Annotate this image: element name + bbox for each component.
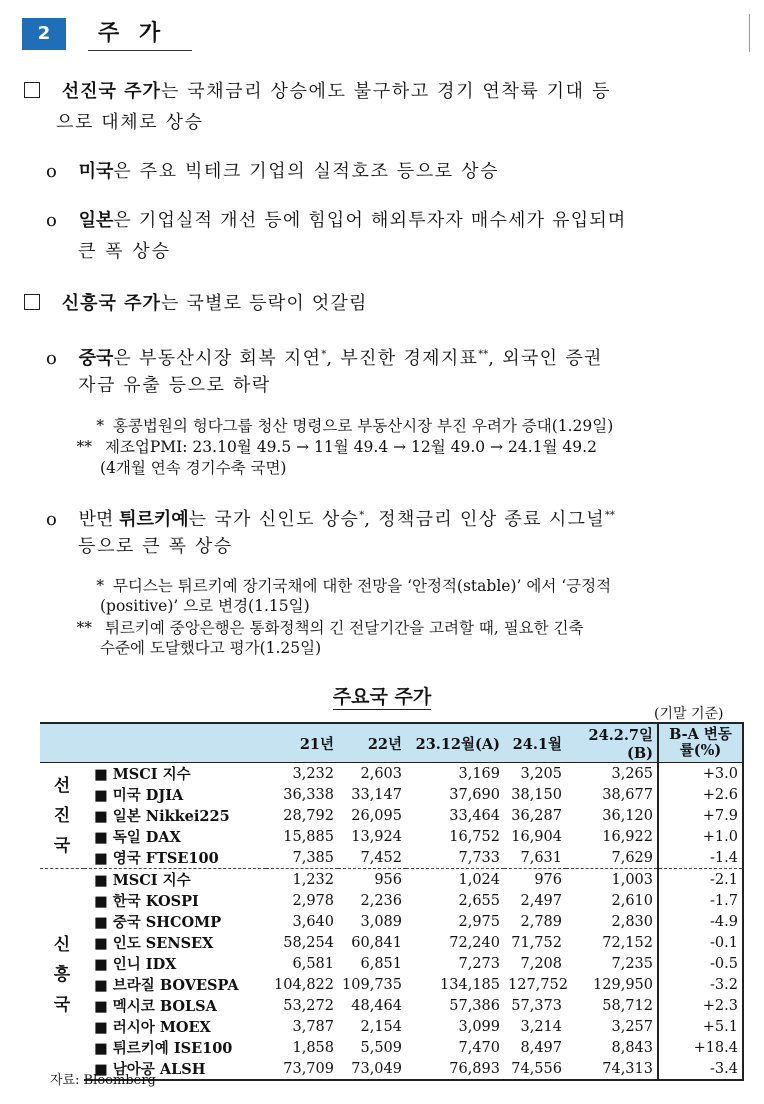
index-value: 3,232 xyxy=(292,765,334,782)
bullet-china-line2: 자금 유출 등으로 하락 xyxy=(78,375,271,396)
index-name: ■ 인니 IDX xyxy=(94,956,177,973)
index-value: 15,885 xyxy=(283,828,334,845)
table-row xyxy=(40,911,743,932)
index-value: 58,712 xyxy=(602,997,653,1014)
index-value: 976 xyxy=(504,869,566,891)
index-value: 37,690 xyxy=(449,786,500,803)
index-name: ■ 브라질 BOVESPA xyxy=(94,977,239,994)
footnote-china-1: * 홍콩법원의 헝다그룹 청산 명령으로 부동산시장 부진 우려가 증대(1.29일) xyxy=(96,417,614,435)
index-name: ■ 일본 Nikkei225 xyxy=(94,808,230,825)
col-header-change: B-A 변동률(%) xyxy=(658,723,743,763)
stock-index-table xyxy=(40,722,744,1081)
table-row xyxy=(40,995,743,1016)
index-name: ■ 튀르키예 ISE100 xyxy=(94,1040,233,1057)
index-value: 109,735 xyxy=(342,976,402,993)
index-value: 3,214 xyxy=(520,1018,562,1035)
index-name: ■ 남아공 ALSH xyxy=(84,1058,266,1080)
change-value: -0.1 xyxy=(658,932,743,953)
index-value: 3,265 xyxy=(611,765,653,782)
index-value: 127,752 xyxy=(508,976,568,993)
table-row xyxy=(40,784,743,805)
index-value: 74,556 xyxy=(504,1058,566,1080)
section-header xyxy=(22,14,172,54)
index-value: 3,099 xyxy=(458,1018,500,1035)
col-header: 24.2.7일(B) xyxy=(566,723,658,763)
table-row xyxy=(40,869,743,891)
index-value: 72,240 xyxy=(449,934,500,951)
index-name: ■ 한국 KOSPI xyxy=(94,893,199,910)
index-value: 7,629 xyxy=(611,849,653,866)
change-value: -1.7 xyxy=(658,890,743,911)
change-value: -4.9 xyxy=(658,911,743,932)
table-row xyxy=(40,890,743,911)
index-value: 129,950 xyxy=(593,976,653,993)
change-value: +18.4 xyxy=(658,1037,743,1058)
index-name: ■ 러시아 MOEX xyxy=(94,1019,211,1036)
index-name: ■ MSCI 지수 xyxy=(84,869,266,891)
index-value: 7,385 xyxy=(292,849,334,866)
index-name: ■ 멕시코 BOLSA xyxy=(94,998,217,1015)
index-value: 7,208 xyxy=(520,955,562,972)
checkbox-bullet-icon xyxy=(24,82,40,98)
index-value: 71,752 xyxy=(511,934,562,951)
index-value: 104,822 xyxy=(274,976,334,993)
bullet-china: o 중국은 부동산시장 회복 지연*, 부진한 경제지표**, 외국인 증권 xyxy=(46,348,603,369)
index-name: ■ MSCI 지수 xyxy=(94,766,191,783)
index-value: 7,733 xyxy=(458,849,500,866)
index-value: 38,150 xyxy=(511,786,562,803)
index-value: 2,975 xyxy=(458,913,500,930)
index-value: 2,497 xyxy=(520,892,562,909)
group-advanced-label: 선 진 국 xyxy=(53,775,71,856)
index-name: ■ 중국 SHCOMP xyxy=(94,914,222,931)
table-row xyxy=(40,932,743,953)
footnote-turkey-1: * 무디스는 튀르키예 장기국채에 대한 전망을 ‘안정적(stable)’ 에서 ‘긍정적 xyxy=(96,577,612,595)
footnote-china-2: ** 제조업PMI: 23.10월 49.5 → 11월 49.4 → 12월 49.0 → 24.1월 49.2 xyxy=(76,438,597,456)
index-value: 3,169 xyxy=(458,765,500,782)
footnote-china-2-line2: (4개월 연속 경기수축 국면) xyxy=(100,459,287,477)
table-row xyxy=(40,847,743,869)
table-row xyxy=(40,953,743,974)
index-value: 38,677 xyxy=(602,786,653,803)
index-value: 2,655 xyxy=(458,892,500,909)
index-value: 7,470 xyxy=(458,1039,500,1056)
footnote-turkey-1-line2: (positive)’ 으로 변경(1.15일) xyxy=(100,597,310,615)
table-unit: (기말 기준) xyxy=(654,706,724,722)
change-value: +5.1 xyxy=(658,1016,743,1037)
index-value: 3,205 xyxy=(520,765,562,782)
paragraph-advanced: 선진국 주가는 국채금리 상승에도 불구하고 경기 연착륙 기대 등 xyxy=(24,80,611,104)
index-value: 2,789 xyxy=(520,913,562,930)
checkbox-bullet-icon xyxy=(24,294,40,310)
change-value: -1.4 xyxy=(658,847,743,869)
index-value: 3,257 xyxy=(611,1018,653,1035)
index-value: 48,464 xyxy=(351,997,402,1014)
index-value: 73,049 xyxy=(338,1058,406,1080)
index-value: 36,338 xyxy=(283,786,334,803)
index-value: 3,089 xyxy=(360,913,402,930)
paragraph-advanced-line2: 으로 대체로 상승 xyxy=(56,112,204,133)
index-value: 33,464 xyxy=(449,807,500,824)
index-value: 60,841 xyxy=(351,934,402,951)
table-row xyxy=(40,974,743,995)
bullet-japan: o 일본은 기업실적 개선 등에 힘입어 해외투자자 매수세가 유입되며 xyxy=(46,210,627,231)
index-value: 53,272 xyxy=(283,997,334,1014)
index-value: 57,373 xyxy=(511,997,562,1014)
index-value: 7,452 xyxy=(360,849,402,866)
index-value: 1,232 xyxy=(266,869,338,891)
index-name: ■ 영국 FTSE100 xyxy=(94,850,219,867)
paragraph-emerging: 신흥국 주가는 국별로 등락이 엇갈림 xyxy=(24,292,368,316)
table-row xyxy=(40,805,743,826)
index-value: 16,904 xyxy=(511,828,562,845)
table-row xyxy=(40,1037,743,1058)
index-value: 134,185 xyxy=(440,976,500,993)
circle-bullet-icon: o xyxy=(46,161,57,182)
index-value: 73,709 xyxy=(266,1058,338,1080)
footnote-turkey-2-line2: 수준에 도달했다고 평가(1.25일) xyxy=(100,639,322,657)
index-value: 72,152 xyxy=(602,934,653,951)
index-name: ■ 미국 DJIA xyxy=(94,787,184,804)
index-value: 2,610 xyxy=(611,892,653,909)
index-value: 3,640 xyxy=(292,913,334,930)
source-note: 자료: Bloomberg xyxy=(50,1073,156,1088)
index-value: 76,893 xyxy=(406,1058,504,1080)
bullet-japan-line2: 큰 폭 상승 xyxy=(78,241,171,262)
change-value: -0.5 xyxy=(658,953,743,974)
index-value: 2,154 xyxy=(360,1018,402,1035)
index-value: 3,787 xyxy=(292,1018,334,1035)
index-value: 6,581 xyxy=(292,955,334,972)
index-value: 7,273 xyxy=(458,955,500,972)
index-value: 16,752 xyxy=(449,828,500,845)
index-value: 7,235 xyxy=(611,955,653,972)
col-header: 23.12월(A) xyxy=(406,723,504,763)
header-divider xyxy=(749,14,750,52)
table-row xyxy=(40,826,743,847)
index-value: 2,978 xyxy=(292,892,334,909)
col-header: 24.1월 xyxy=(504,723,566,763)
table-header-row xyxy=(40,723,743,763)
title-underline xyxy=(88,50,192,51)
footnote-turkey-2: ** 튀르키예 중앙은행은 통화정책의 긴 전달기간을 고려할 때, 필요한 긴축 xyxy=(76,619,584,637)
change-value: +2.3 xyxy=(658,995,743,1016)
table-row xyxy=(40,763,743,785)
change-value: -3.4 xyxy=(658,1058,743,1080)
index-value: 8,843 xyxy=(611,1039,653,1056)
section-number: 2 xyxy=(22,18,66,50)
index-value: 13,924 xyxy=(351,828,402,845)
index-value: 6,851 xyxy=(360,955,402,972)
index-value: 2,236 xyxy=(360,892,402,909)
change-value: +2.6 xyxy=(658,784,743,805)
index-value: 16,922 xyxy=(602,828,653,845)
change-value: +7.9 xyxy=(658,805,743,826)
index-value: 26,095 xyxy=(351,807,402,824)
index-value: 28,792 xyxy=(283,807,334,824)
index-value: 1,024 xyxy=(406,869,504,891)
index-value: 36,120 xyxy=(602,807,653,824)
section-title: 주 가 xyxy=(98,21,167,46)
index-value: 2,603 xyxy=(360,765,402,782)
index-value: 58,254 xyxy=(283,934,334,951)
col-header: 21년 xyxy=(266,723,338,763)
index-value: 74,313 xyxy=(566,1058,658,1080)
change-value: +1.0 xyxy=(658,826,743,847)
index-value: 2,830 xyxy=(611,913,653,930)
col-header: 22년 xyxy=(338,723,406,763)
table-row xyxy=(40,1016,743,1037)
group-emerging-label: 신 흥 국 xyxy=(40,869,84,1081)
index-value: 1,858 xyxy=(292,1039,334,1056)
index-name: ■ 독일 DAX xyxy=(94,829,181,846)
index-value: 956 xyxy=(338,869,406,891)
change-value: +3.0 xyxy=(658,763,743,785)
index-value: 36,287 xyxy=(511,807,562,824)
bullet-us: o 미국은 주요 빅테크 기업의 실적호조 등으로 상승 xyxy=(46,161,500,182)
index-value: 33,147 xyxy=(351,786,402,803)
index-value: 8,497 xyxy=(520,1039,562,1056)
circle-bullet-icon: o xyxy=(46,509,57,530)
table-title: 주요국 주가 xyxy=(332,686,432,708)
index-value: 7,631 xyxy=(520,849,562,866)
change-value: -2.1 xyxy=(658,869,743,891)
index-name: ■ 인도 SENSEX xyxy=(94,935,214,952)
bullet-turkey-line2: 등으로 큰 폭 상승 xyxy=(78,536,233,557)
circle-bullet-icon: o xyxy=(46,210,57,231)
index-value: 5,509 xyxy=(360,1039,402,1056)
bullet-turkey: o 반면 튀르키예는 국가 신인도 상승*, 정책금리 인상 종료 시그널** xyxy=(46,509,615,530)
index-value: 1,003 xyxy=(566,869,658,891)
change-value: -3.2 xyxy=(658,974,743,995)
index-value: 57,386 xyxy=(449,997,500,1014)
circle-bullet-icon: o xyxy=(46,348,57,369)
